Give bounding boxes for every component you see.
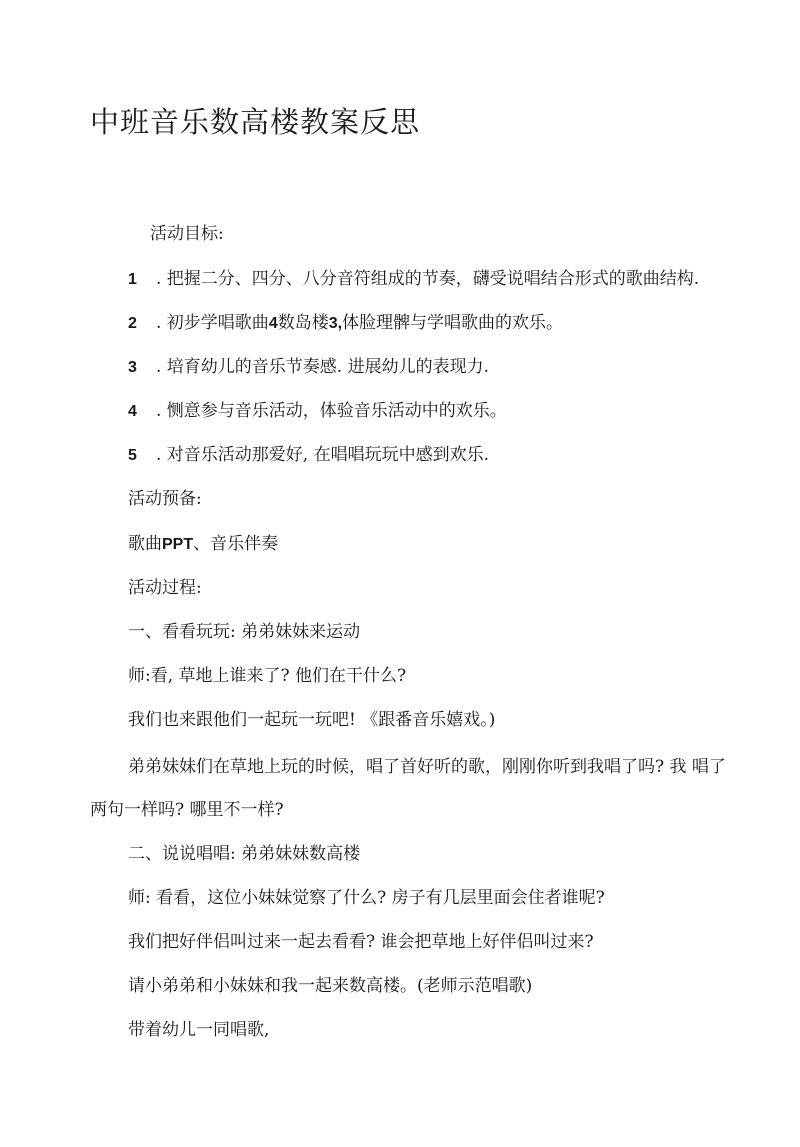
paragraph: 我们也来跟他们一起玩一玩吧! 《跟番音乐嬉戏。): [128, 710, 496, 730]
goal-text: . 恻意参与音乐活动，体验音乐活动中的欢乐。: [156, 401, 507, 421]
goal-text-bold: 3,: [328, 315, 343, 332]
prep-text-part: 、音乐伴奏: [193, 534, 279, 554]
process-heading: 活动过程:: [128, 578, 202, 598]
goal-number: 2: [128, 315, 137, 332]
paragraph: 师:看, 草地上谁来了? 他们在干什么?: [128, 666, 407, 686]
goal-item-3: [128, 359, 489, 376]
goal-text-part: 体脸理髀与学唱歌曲的欢乐。: [342, 313, 564, 333]
goal-text-bold: 4: [268, 315, 278, 332]
paragraph-continuation: 两句一样吗? 哪里不一样?: [90, 800, 284, 820]
goal-number: 5: [128, 447, 137, 464]
paragraph: 我们把好伴侣叫过来一起去看看? 谁会把草地上好伴侣叫过来?: [128, 932, 594, 952]
goal-number: 4: [128, 403, 137, 420]
goals-heading: 活动目标:: [150, 224, 224, 244]
goal-item-1: [128, 271, 699, 288]
goal-text-part: . 初步学唱歌曲: [156, 313, 269, 333]
goal-item-5: [128, 447, 489, 464]
goal-number: 1: [128, 271, 137, 288]
prep-text: [128, 536, 278, 553]
prep-text-part: 歌曲: [128, 534, 162, 554]
paragraph: 弟弟妹妹们在草地上玩的时候，唱了首好听的歌，刚刚你听到我唱了吗? 我 唱了: [128, 757, 726, 777]
prep-heading: 活动预备:: [128, 489, 202, 509]
section-heading-2: 二、说说唱唱: 弟弟妹妹数高楼: [128, 844, 361, 864]
goal-text: . 对音乐活动那爱好, 在唱唱玩玩中感到欢乐.: [156, 445, 490, 465]
page-title: 中班音乐数高楼教案反思: [90, 105, 421, 139]
goal-item-4: [128, 403, 507, 420]
paragraph: 师: 看看，这位小妹妹觉察了什么? 房子有几层里面会住者谁呢?: [128, 888, 605, 908]
prep-text-bold: PPT: [162, 536, 194, 553]
goal-text: . 培育幼儿的音乐节奏感. 进展幼儿的表现力.: [156, 357, 490, 377]
paragraph: 请小弟弟和小妹妹和我一起来数高楼。(老师示范唱歌): [128, 976, 533, 996]
paragraph: 带着幼儿一同唱歌,: [128, 1020, 270, 1040]
goal-text: . 把握二分、四分、八分音符组成的节奏，礴受说唱结合形式的歌曲结构.: [156, 269, 700, 289]
goal-text-part: 数岛楼: [277, 313, 329, 333]
section-heading-1: 一、看看玩玩: 弟弟妹妹来运动: [128, 622, 361, 642]
goal-number: 3: [128, 359, 137, 376]
goal-item-2: [128, 315, 563, 332]
